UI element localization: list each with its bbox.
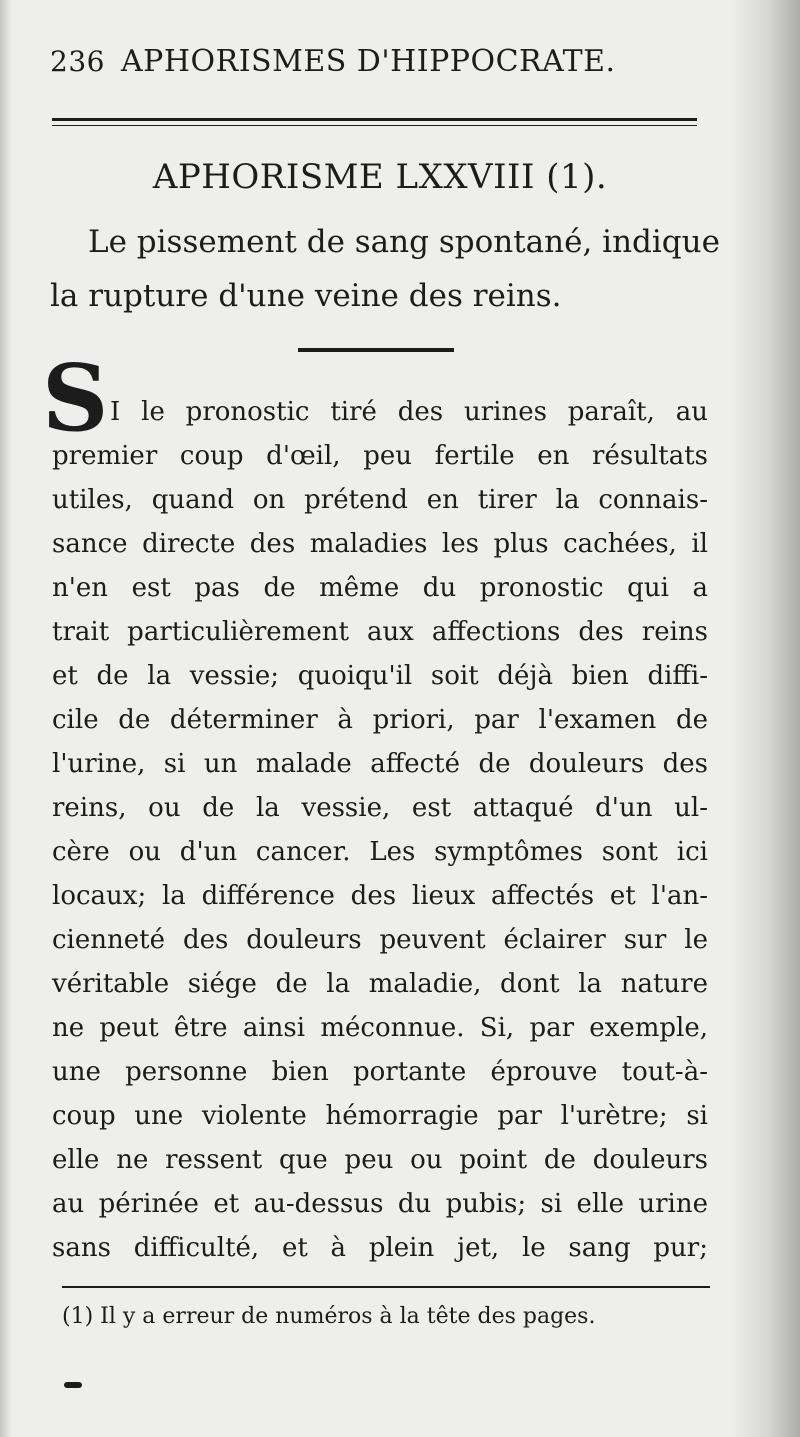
- drop-cap: S: [42, 344, 109, 452]
- footnote: (1) Il y a erreur de numéros à la tête des pages.: [62, 1304, 596, 1329]
- body-line: cienneté des douleurs peuvent éclairer sur le: [52, 925, 708, 955]
- body-line: ne peut être ainsi méconnue. Si, par exemple,: [52, 1013, 708, 1043]
- running-head-title: APHORISMES D'HIPPOCRATE.: [121, 44, 616, 79]
- body-line: utiles, quand on prétend en tirer la connais-: [52, 485, 708, 515]
- page-gutter-shadow: [730, 0, 800, 1437]
- body-line: au périnée et au-dessus du pubis; si elle urine: [52, 1189, 708, 1219]
- body-line: cile de déterminer à priori, par l'examen de: [52, 705, 708, 735]
- aphorism-title: APHORISME LXXVIII (1).: [152, 157, 608, 197]
- section-divider-rule: [298, 348, 454, 352]
- body-line: cère ou d'un cancer. Les symptômes sont ici: [52, 837, 708, 867]
- body-line: trait particulièrement aux affections des reins: [52, 617, 708, 647]
- body-line: l'urine, si un malade affecté de douleurs des: [52, 749, 708, 779]
- body-line: coup une violente hémorragie par l'urètre; si: [52, 1101, 708, 1131]
- body-line: et de la vessie; quoiqu'il soit déjà bien diffi-: [52, 661, 708, 691]
- body-line: n'en est pas de même du pronostic qui a: [52, 573, 708, 603]
- body-line: premier coup d'œil, peu fertile en résultats: [52, 441, 708, 471]
- page-number: 236: [50, 45, 105, 78]
- body-line: reins, ou de la vessie, est attaqué d'un ul-: [52, 793, 708, 823]
- header-rule-thin: [52, 125, 697, 126]
- aphorism-line-1: Le pissement de sang spontané, indique: [88, 224, 720, 260]
- header-rule-thick: [52, 118, 697, 121]
- footnote-rule: [62, 1286, 710, 1288]
- page-left-edge-shadow: [0, 0, 12, 1437]
- ink-mark: [64, 1382, 82, 1388]
- running-head: [50, 44, 690, 79]
- body-line: I le pronostic tiré des urines paraît, au: [110, 397, 708, 427]
- aphorism-line-2: la rupture d'une veine des reins.: [50, 278, 562, 314]
- body-line: sans difficulté, et à plein jet, le sang pur;: [52, 1233, 708, 1263]
- body-line: une personne bien portante éprouve tout-à-: [52, 1057, 708, 1087]
- body-line: elle ne ressent que peu ou point de douleurs: [52, 1145, 708, 1175]
- body-line: sance directe des maladies les plus cachées, il: [52, 529, 708, 559]
- body-line: véritable siége de la maladie, dont la nature: [52, 969, 708, 999]
- body-line: locaux; la différence des lieux affectés et l'an-: [52, 881, 708, 911]
